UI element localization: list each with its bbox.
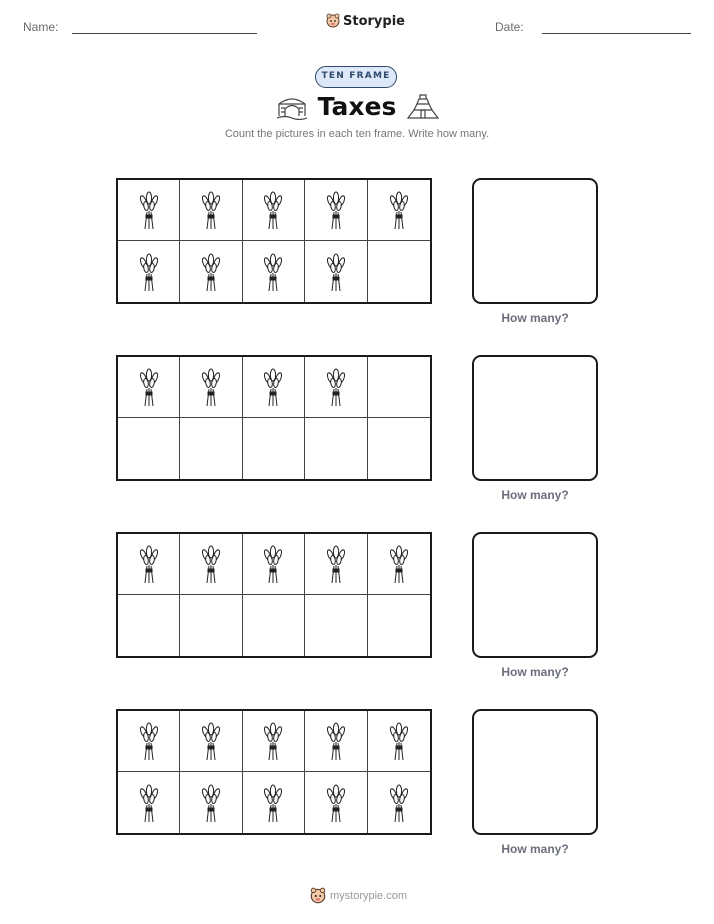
answer-box[interactable] [472,355,598,481]
footer [310,887,407,905]
wheat-bundle-icon [200,720,222,762]
ten-frame-cell [243,180,305,241]
ten-frame-cell [118,534,180,595]
ten-frame-cell [180,534,242,595]
date-line[interactable] [542,33,691,34]
wheat-bundle-icon [325,543,347,585]
ten-frame [116,532,432,658]
how-many-label: How many? [501,311,569,325]
wheat-bundle-icon [325,189,347,231]
ten-frame-cell [368,595,430,656]
wheat-bundle-icon [262,366,284,408]
ten-frame-cell [368,241,430,302]
mascot-icon [326,13,340,29]
wheat-bundle-icon [138,782,160,824]
ten-frame-cell [180,241,242,302]
ten-frame-cell [180,711,242,772]
ten-frame-cell [305,534,367,595]
ten-frame-cell [118,357,180,418]
ten-frame-cell [305,595,367,656]
wheat-bundle-icon [200,782,222,824]
ten-frame-cell [180,595,242,656]
pyramid-icon [406,92,440,120]
ten-frame-cell [243,772,305,833]
ten-frame-cell [305,772,367,833]
wheat-bundle-icon [388,543,410,585]
wheat-bundle-icon [325,251,347,293]
wheat-bundle-icon [262,720,284,762]
worksheet-title: Taxes [317,92,397,121]
ten-frame-cell [243,418,305,479]
ten-frame-cell [305,418,367,479]
wheat-bundle-icon [138,366,160,408]
ten-frame-cell [305,241,367,302]
answer-box[interactable] [472,178,598,304]
wheat-bundle-icon [325,720,347,762]
instructions: Count the pictures in each ten frame. Write how many. [224,128,490,140]
ten-frame-cell [305,711,367,772]
mascot-icon [310,887,326,905]
wheat-bundle-icon [262,189,284,231]
wheat-bundle-icon [138,543,160,585]
wheat-bundle-icon [325,366,347,408]
how-many-label: How many? [501,665,569,679]
ten-frame-cell [368,772,430,833]
footer-site: mystorypie.com [330,890,408,902]
how-many-label: How many? [501,488,569,502]
ten-frame-cell [180,418,242,479]
name-label: Name: [23,20,59,34]
ten-frame-cell [368,534,430,595]
wheat-bundle-icon [200,189,222,231]
date-label: Date: [495,20,524,34]
ten-frame-cell [118,772,180,833]
ten-frame-cell [118,711,180,772]
ten-frame-cell [118,418,180,479]
ten-frame-cell [243,534,305,595]
brand-logo [326,13,405,29]
ten-frame-cell [118,180,180,241]
wheat-bundle-icon [138,251,160,293]
wheat-bundle-icon [262,543,284,585]
ten-frame-cell [243,241,305,302]
wheat-bundle-icon [262,782,284,824]
wheat-bundle-icon [200,251,222,293]
ten-frame-cell [368,180,430,241]
ten-frame-cell [180,357,242,418]
ten-frame-cell [368,357,430,418]
answer-box[interactable] [472,532,598,658]
wheat-bundle-icon [262,251,284,293]
ten-frame-cell [118,595,180,656]
ten-frame-tag: TEN FRAME [315,66,397,88]
wheat-bundle-icon [138,720,160,762]
wheat-bundle-icon [138,189,160,231]
ten-frame-cell [180,772,242,833]
ten-frame-cell [305,180,367,241]
wheat-bundle-icon [388,189,410,231]
ten-frame-cell [118,241,180,302]
wheat-bundle-icon [200,543,222,585]
brand-name: Storypie [343,13,405,29]
ten-frame-cell [243,357,305,418]
wheat-bundle-icon [200,366,222,408]
wheat-bundle-icon [388,720,410,762]
name-line[interactable] [72,33,257,34]
ten-frame-cell [368,711,430,772]
ten-frame-cell [305,357,367,418]
ten-frame [116,178,432,304]
ten-frame-cell [180,180,242,241]
ten-frame-cell [243,595,305,656]
wheat-bundle-icon [325,782,347,824]
ten-frame [116,355,432,481]
wheat-bundle-icon [388,782,410,824]
answer-box[interactable] [472,709,598,835]
ten-frame [116,709,432,835]
ten-frame-cell [368,418,430,479]
how-many-label: How many? [501,842,569,856]
ten-frame-cell [243,711,305,772]
